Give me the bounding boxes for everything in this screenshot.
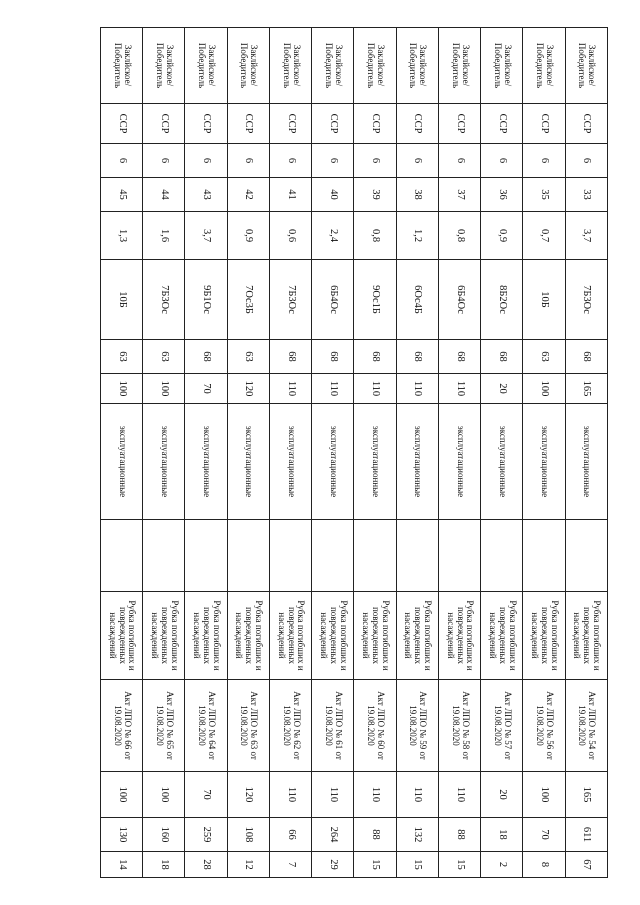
cell-kind: эксплуатационные — [101, 404, 143, 520]
cell-bon: 63 — [227, 340, 269, 374]
cell-composition: 9Б1Ос — [185, 260, 227, 340]
cell-vol: 100 — [523, 374, 565, 404]
cell-n: 6 — [270, 144, 312, 178]
cell-vol: 20 — [481, 374, 523, 404]
cell-org: ССР — [565, 104, 607, 144]
cell-act: Акт ЛПО № 61 от 19.08.2020 — [312, 680, 354, 772]
cell-org: ССР — [396, 104, 438, 144]
cell-bon: 68 — [354, 340, 396, 374]
cell-area: 3,7 — [565, 212, 607, 260]
cell-b: 88 — [439, 818, 481, 852]
cell-note — [101, 520, 143, 592]
cell-c: 7 — [270, 852, 312, 878]
cell-bon: 63 — [523, 340, 565, 374]
cell-area: 1,2 — [396, 212, 438, 260]
cell-act: Акт ЛПО № 60 от 19.08.2020 — [354, 680, 396, 772]
cell-b: 611 — [565, 818, 607, 852]
cell-c: 28 — [185, 852, 227, 878]
cell-area: 2,4 — [312, 212, 354, 260]
cell-kv: 37 — [439, 178, 481, 212]
table-row — [481, 28, 523, 878]
cell-n: 6 — [523, 144, 565, 178]
cell-b: 18 — [481, 818, 523, 852]
cell-bon: 68 — [312, 340, 354, 374]
cell-vol: 110 — [270, 374, 312, 404]
table-row — [185, 28, 227, 878]
cell-kv: 35 — [523, 178, 565, 212]
cell-b: 66 — [270, 818, 312, 852]
cell-kv: 39 — [354, 178, 396, 212]
cell-composition: 7Б3Ос — [565, 260, 607, 340]
cell-composition: 6Б4Ос — [439, 260, 481, 340]
cell-bon: 68 — [565, 340, 607, 374]
cell-forestry: Заклйское/ Победитель — [312, 28, 354, 104]
cell-area: 0,7 — [523, 212, 565, 260]
cell-kind: эксплуатационные — [227, 404, 269, 520]
cell-bon: 63 — [143, 340, 185, 374]
cell-kind: эксплуатационные — [312, 404, 354, 520]
cell-act: Акт ЛПО № 56 от 19.08.2020 — [523, 680, 565, 772]
cell-forestry: Заклйское/ Победитель — [101, 28, 143, 104]
cell-n: 6 — [143, 144, 185, 178]
cell-felling: Рубка погибших и поврежденных насаждений — [227, 592, 269, 680]
cell-note — [439, 520, 481, 592]
cell-n: 6 — [354, 144, 396, 178]
cell-bon: 68 — [481, 340, 523, 374]
cell-c: 67 — [565, 852, 607, 878]
cell-felling: Рубка погибших и поврежденных насаждений — [396, 592, 438, 680]
cell-act: Акт ЛПО № 66 от 19.08.2020 — [101, 680, 143, 772]
cell-kv: 36 — [481, 178, 523, 212]
cell-composition: 9Ос1Б — [354, 260, 396, 340]
table-row — [354, 28, 396, 878]
cell-kv: 41 — [270, 178, 312, 212]
cell-a: 20 — [481, 772, 523, 818]
cell-felling: Рубка погибших и поврежденных насаждений — [185, 592, 227, 680]
cell-kind: эксплуатационные — [481, 404, 523, 520]
cell-note — [185, 520, 227, 592]
cell-area: 1,6 — [143, 212, 185, 260]
cell-note — [312, 520, 354, 592]
cell-kv: 33 — [565, 178, 607, 212]
cell-kv: 45 — [101, 178, 143, 212]
cell-c: 18 — [143, 852, 185, 878]
cell-act: Акт ЛПО № 63 от 19.08.2020 — [227, 680, 269, 772]
table-row — [270, 28, 312, 878]
cell-a: 110 — [439, 772, 481, 818]
cell-org: ССР — [523, 104, 565, 144]
cell-forestry: Заклйское/ Победитель — [439, 28, 481, 104]
cell-vol: 110 — [396, 374, 438, 404]
cell-composition: 6Б4Ос — [312, 260, 354, 340]
cell-c: 15 — [439, 852, 481, 878]
cell-org: ССР — [143, 104, 185, 144]
table-body — [101, 28, 608, 878]
cell-c: 2 — [481, 852, 523, 878]
cell-kv: 40 — [312, 178, 354, 212]
cell-composition: 10Б — [101, 260, 143, 340]
cell-forestry: Заклйское/ Победитель — [396, 28, 438, 104]
table-row — [565, 28, 607, 878]
cell-c: 29 — [312, 852, 354, 878]
cell-felling: Рубка погибших и поврежденных насаждений — [439, 592, 481, 680]
cell-kind: эксплуатационные — [185, 404, 227, 520]
cell-c: 15 — [396, 852, 438, 878]
cell-note — [396, 520, 438, 592]
cell-area: 0,8 — [439, 212, 481, 260]
table-row — [143, 28, 185, 878]
cell-felling: Рубка погибших и поврежденных насаждений — [481, 592, 523, 680]
cell-kv: 43 — [185, 178, 227, 212]
cell-n: 6 — [565, 144, 607, 178]
cell-composition: 6Ос4Б — [396, 260, 438, 340]
cell-forestry: Заклйское/ Победитель — [523, 28, 565, 104]
cell-c: 12 — [227, 852, 269, 878]
cell-b: 160 — [143, 818, 185, 852]
cell-bon: 68 — [185, 340, 227, 374]
cell-a: 120 — [227, 772, 269, 818]
cell-note — [227, 520, 269, 592]
cell-forestry: Заклйское/ Победитель — [270, 28, 312, 104]
cell-forestry: Заклйское/ Победитель — [227, 28, 269, 104]
cell-note — [354, 520, 396, 592]
table-row — [101, 28, 143, 878]
cell-kind: эксплуатационные — [565, 404, 607, 520]
cell-a: 100 — [101, 772, 143, 818]
cell-kind: эксплуатационные — [523, 404, 565, 520]
cell-forestry: Заклйское/ Победитель — [481, 28, 523, 104]
cell-a: 110 — [354, 772, 396, 818]
cell-b: 130 — [101, 818, 143, 852]
table-row — [227, 28, 269, 878]
cell-act: Акт ЛПО № 54 от 19.08.2020 — [565, 680, 607, 772]
cell-n: 6 — [439, 144, 481, 178]
cell-forestry: Заклйское/ Победитель — [185, 28, 227, 104]
cell-a: 110 — [270, 772, 312, 818]
cell-felling: Рубка погибших и поврежденных насаждений — [523, 592, 565, 680]
cell-b: 108 — [227, 818, 269, 852]
cell-area: 0,6 — [270, 212, 312, 260]
cell-note — [143, 520, 185, 592]
cell-bon: 68 — [439, 340, 481, 374]
rotated-page — [100, 27, 608, 877]
cell-note — [523, 520, 565, 592]
cell-kind: эксплуатационные — [143, 404, 185, 520]
cell-forestry: Заклйское/ Победитель — [354, 28, 396, 104]
cell-vol: 110 — [354, 374, 396, 404]
cell-kv: 38 — [396, 178, 438, 212]
cell-forestry: Заклйское/ Победитель — [143, 28, 185, 104]
table-row — [439, 28, 481, 878]
cell-kind: эксплуатационные — [270, 404, 312, 520]
cell-n: 6 — [312, 144, 354, 178]
cell-forestry: Заклйское/ Победитель — [565, 28, 607, 104]
cell-c: 15 — [354, 852, 396, 878]
cell-note — [270, 520, 312, 592]
cell-bon: 68 — [270, 340, 312, 374]
cell-area: 3,7 — [185, 212, 227, 260]
cell-composition: 10Б — [523, 260, 565, 340]
cell-area: 0,9 — [481, 212, 523, 260]
cell-n: 6 — [396, 144, 438, 178]
cell-a: 100 — [523, 772, 565, 818]
cell-b: 264 — [312, 818, 354, 852]
cell-kv: 42 — [227, 178, 269, 212]
cell-kv: 44 — [143, 178, 185, 212]
cell-act: Акт ЛПО № 65 от 19.08.2020 — [143, 680, 185, 772]
cell-kind: эксплуатационные — [396, 404, 438, 520]
cell-a: 110 — [312, 772, 354, 818]
table-row — [396, 28, 438, 878]
cell-felling: Рубка погибших и поврежденных насаждений — [101, 592, 143, 680]
cell-org: ССР — [227, 104, 269, 144]
cell-composition: 7Б3Ос — [270, 260, 312, 340]
cell-vol: 100 — [143, 374, 185, 404]
cell-bon: 68 — [396, 340, 438, 374]
cell-bon: 63 — [101, 340, 143, 374]
cell-act: Акт ЛПО № 59 от 19.08.2020 — [396, 680, 438, 772]
cell-b: 88 — [354, 818, 396, 852]
cell-a: 100 — [143, 772, 185, 818]
cell-a: 110 — [396, 772, 438, 818]
cell-vol: 70 — [185, 374, 227, 404]
cell-area: 0,8 — [354, 212, 396, 260]
cell-b: 132 — [396, 818, 438, 852]
cell-felling: Рубка погибших и поврежденных насаждений — [354, 592, 396, 680]
cell-composition: 7Ос3Б — [227, 260, 269, 340]
cell-note — [481, 520, 523, 592]
cell-area: 1,3 — [101, 212, 143, 260]
cell-composition: 8Б2Ос — [481, 260, 523, 340]
cell-vol: 120 — [227, 374, 269, 404]
cell-vol: 110 — [312, 374, 354, 404]
cell-note — [565, 520, 607, 592]
cell-act: Акт ЛПО № 57 от 19.08.2020 — [481, 680, 523, 772]
cell-b: 70 — [523, 818, 565, 852]
table-row — [523, 28, 565, 878]
cell-n: 6 — [481, 144, 523, 178]
cell-org: ССР — [439, 104, 481, 144]
cell-org: ССР — [101, 104, 143, 144]
forest-felling-table — [100, 27, 608, 878]
cell-org: ССР — [312, 104, 354, 144]
cell-org: ССР — [270, 104, 312, 144]
cell-org: ССР — [354, 104, 396, 144]
cell-felling: Рубка погибших и поврежденных насаждений — [312, 592, 354, 680]
cell-vol: 110 — [439, 374, 481, 404]
cell-kind: эксплуатационные — [354, 404, 396, 520]
cell-kind: эксплуатационные — [439, 404, 481, 520]
cell-a: 165 — [565, 772, 607, 818]
cell-b: 259 — [185, 818, 227, 852]
cell-n: 6 — [101, 144, 143, 178]
cell-composition: 7Б3Ос — [143, 260, 185, 340]
cell-a: 70 — [185, 772, 227, 818]
cell-vol: 165 — [565, 374, 607, 404]
cell-felling: Рубка погибших и поврежденных насаждений — [565, 592, 607, 680]
cell-vol: 100 — [101, 374, 143, 404]
cell-n: 6 — [227, 144, 269, 178]
cell-area: 0,9 — [227, 212, 269, 260]
cell-felling: Рубка погибших и поврежденных насаждений — [143, 592, 185, 680]
cell-felling: Рубка погибших и поврежденных насаждений — [270, 592, 312, 680]
cell-c: 8 — [523, 852, 565, 878]
cell-org: ССР — [481, 104, 523, 144]
table-row — [312, 28, 354, 878]
cell-c: 14 — [101, 852, 143, 878]
cell-org: ССР — [185, 104, 227, 144]
cell-act: Акт ЛПО № 64 от 19.08.2020 — [185, 680, 227, 772]
cell-act: Акт ЛПО № 58 от 19.08.2020 — [439, 680, 481, 772]
cell-act: Акт ЛПО № 62 от 19.08.2020 — [270, 680, 312, 772]
cell-n: 6 — [185, 144, 227, 178]
